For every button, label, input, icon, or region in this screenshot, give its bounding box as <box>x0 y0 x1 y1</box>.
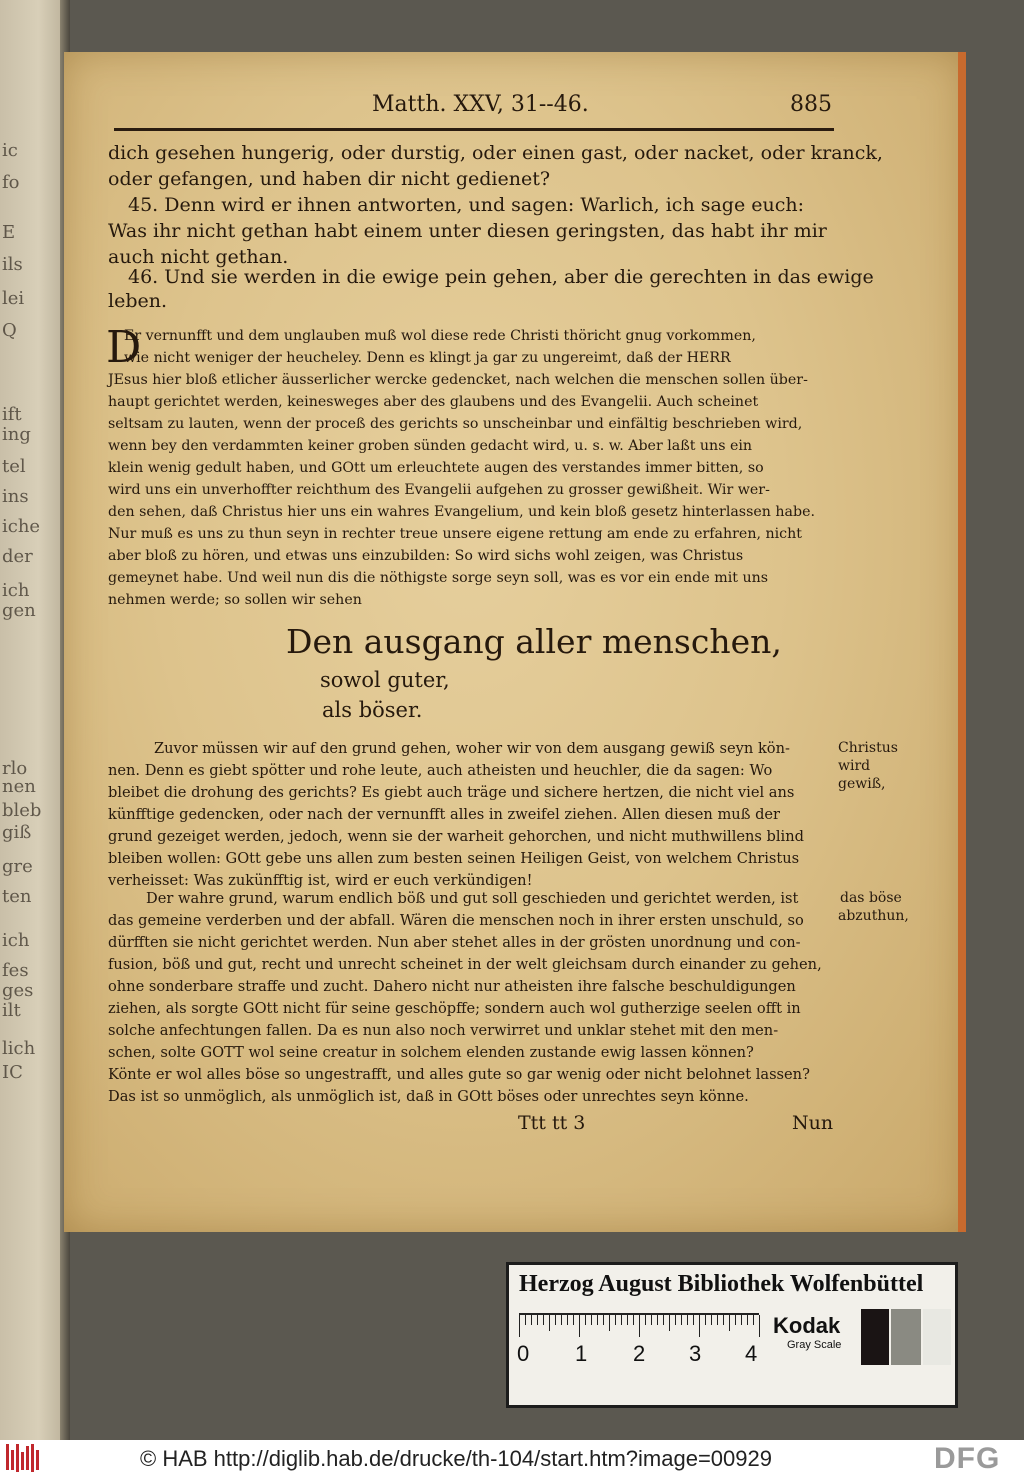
gray-scale-label: Gray Scale <box>787 1339 842 1351</box>
text-line: wenn bey den verdammten keiner groben sünden gedacht wird, u. s. w. Aber laßt uns ein <box>108 438 753 454</box>
ruler-tick <box>711 1315 712 1325</box>
text-line: bleibet die drohung des gerichts? Es giebt auch träge und sichere hertzen, die nicht viel ans <box>108 784 795 801</box>
prev-page-fragment: ins <box>2 486 29 507</box>
ruler-tick <box>609 1315 610 1331</box>
ruler-tick <box>687 1315 688 1325</box>
theme-title: Den ausgang aller menschen, <box>286 622 782 661</box>
ruler-tick <box>585 1315 586 1325</box>
ruler-tick <box>675 1315 676 1325</box>
hab-logo-icon <box>6 1444 46 1472</box>
text-line: wird uns ein unverhoffter reichthum des Evangelii aufgehen zu grosser gewißheit. Wir wer- <box>108 482 770 498</box>
ruler-tick <box>669 1315 670 1331</box>
text-line: bleiben wollen: GOtt gebe uns allen zum besten seinen Heiligen Geist, von welchem Christus <box>108 850 800 867</box>
prev-page-fragment: E <box>2 222 16 243</box>
margin-note: das böse <box>840 890 902 906</box>
prev-page-fragment: tel <box>2 456 26 477</box>
viewer-footer <box>0 1440 1024 1478</box>
signature-mark: Ttt tt 3 <box>518 1112 586 1134</box>
ruler-tick <box>645 1315 646 1325</box>
text-line: Der wahre grund, warum endlich böß und gut soll geschieden und gerichtet werden, ist <box>146 890 799 907</box>
prev-page-fragment: ich <box>2 580 30 601</box>
ruler-tick <box>681 1315 682 1325</box>
text-line: klein wenig gedult haben, und GOtt um erleuchtete augen des verstandes immer bitten, so <box>108 460 764 476</box>
ruler-tick <box>699 1315 700 1337</box>
ruler-tick <box>753 1315 754 1325</box>
text-line: aber bloß zu hören, und etwas uns einzubilden: So wird sichs wohl zeigen, was Christus <box>108 548 744 564</box>
text-line: haupt gerichtet werden, keinesweges aber des glaubens und des Evangelii. Auch scheinet <box>108 394 759 410</box>
ruler-tick <box>561 1315 562 1325</box>
ruler-tick <box>729 1315 730 1331</box>
text-line: Zuvor müssen wir auf den grund gehen, woher wir von dem ausgang gewiß seyn kön- <box>154 740 790 757</box>
ruler-tick <box>573 1315 574 1325</box>
prev-page-fragment: fo <box>2 172 20 193</box>
prev-page-fragment: ilt <box>2 1000 21 1021</box>
prev-page-fragment: giß <box>2 822 32 843</box>
text-line: gemeynet habe. Und weil nun dis die nöthigste sorge seyn soll, was es vor ein ende mit uns <box>108 570 769 586</box>
prev-page-fragment: ing <box>2 424 31 445</box>
ruler-tick <box>705 1315 706 1325</box>
copyright-link[interactable]: © HAB http://diglib.hab.de/drucke/th-104/start.htm?image=00929 <box>140 1446 772 1471</box>
prev-page-fragment: gre <box>2 856 33 877</box>
ruler-tick <box>759 1315 760 1337</box>
ruler-tick <box>717 1315 718 1325</box>
library-name: Herzog August Bibliothek Wolfenbüttel <box>519 1271 924 1297</box>
ruler-tick <box>663 1315 664 1325</box>
ruler-tick <box>555 1315 556 1325</box>
ruler-tick <box>597 1315 598 1325</box>
text-line: wie nicht weniger der heucheley. Denn es klingt ja gar zu ungereimt, daß der HERR <box>124 350 731 366</box>
text-line: fusion, böß und gut, recht und unrecht scheinet in der welt gleichsam durch einander zu gehen, <box>108 956 822 973</box>
theme-line-2: sowol guter, <box>320 668 450 692</box>
text-line: JEsus hier bloß etlicher äusserlicher wercke gedencket, nach welchen die menschen sollen über- <box>108 372 808 388</box>
text-line: nen. Denn es giebt spötter und rohe leute, auch atheisten und heuchler, die da sagen: Wo <box>108 762 773 779</box>
text-line: dürfften sie nicht gerichtet werden. Nun aber stehet alles in der grösten unordnung und con- <box>108 934 801 951</box>
ruler-number: 0 <box>517 1341 530 1366</box>
margin-note: abzuthun, <box>838 908 909 924</box>
prev-page-fragment: lich <box>2 1038 36 1059</box>
text-line: ohne sonderbare straffe und zucht. Dahero nicht nur atheisten ihre falsche beschuldigungen <box>108 978 796 995</box>
margin-note: gewiß, <box>838 776 886 792</box>
ruler-tick <box>747 1315 748 1325</box>
margin-note: wird <box>838 758 871 774</box>
gray-swatch-mid <box>891 1309 921 1365</box>
ruler-tick <box>579 1315 580 1337</box>
margin-note: Christus <box>838 740 898 756</box>
text-line: Er vernunfft und dem unglauben muß wol diese rede Christi thöricht gnug vorkommen, <box>124 328 756 344</box>
ruler-tick <box>735 1315 736 1325</box>
prev-page-fragment: rlo <box>2 758 28 779</box>
text-line: schen, solte GOTT wol seine creatur in solchem elenden zustande ewig lassen können? <box>108 1044 754 1061</box>
ruler-tick <box>657 1315 658 1325</box>
kodak-brand: Kodak <box>773 1313 841 1338</box>
header-rule <box>114 128 834 131</box>
ruler-tick <box>525 1315 526 1325</box>
ruler-tick <box>537 1315 538 1325</box>
prev-page-fragment: ges <box>2 980 34 1001</box>
verse-line: Was ihr nicht gethan habt einem unter diesen geringsten, das habt ihr mir <box>108 220 827 242</box>
catchword: Nun <box>792 1112 834 1134</box>
prev-page-fragment: nen <box>2 776 36 797</box>
prev-page-fragment: ils <box>2 254 23 275</box>
text-line: nehmen werde; so sollen wir sehen <box>108 592 362 608</box>
verse-line: auch nicht gethan. <box>108 246 289 268</box>
text-line: verheisset: Was zukünfftig ist, wird er euch verkündigen! <box>108 872 533 889</box>
prev-page-fragment: gen <box>2 600 36 621</box>
scan-calibration-label <box>506 1262 958 1408</box>
ruler-number: 3 <box>689 1341 702 1366</box>
prev-page-fragment: fes <box>2 960 29 981</box>
prev-page-fragment: IC <box>2 1062 23 1083</box>
ruler-tick <box>651 1315 652 1325</box>
ruler-number: 2 <box>633 1341 646 1366</box>
prev-page-fragment: bleb <box>2 800 42 821</box>
ruler-tick <box>519 1315 520 1337</box>
page-edge <box>958 52 966 1232</box>
verse-line: 45. Denn wird er ihnen antworten, und sagen: Warlich, ich sage euch: <box>128 194 805 216</box>
ruler-tick <box>723 1315 724 1325</box>
prev-page-fragment: Q <box>2 320 17 341</box>
prev-page-fragment: ten <box>2 886 32 907</box>
dfg-logo: DFG <box>934 1442 1001 1475</box>
page-number: 885 <box>790 92 832 117</box>
verse-line: 46. Und sie werden in die ewige pein gehen, aber die gerechten in das ewige <box>128 266 874 288</box>
ruler-tick <box>531 1315 532 1325</box>
running-head: Matth. XXV, 31--46. <box>372 92 589 117</box>
text-line: den sehen, daß Christus hier uns ein wahres Evangelium, und kein bloß gesetz hinterlassen habe. <box>108 504 815 520</box>
text-line: seltsam zu lauten, wenn der proceß des gerichts so unscheinbar und einfältig beschrieben wird, <box>108 416 803 432</box>
theme-line-3: als böser. <box>322 698 423 722</box>
text-line: grund gezeiget werden, jedoch, wenn sie der warheit gehorchen, und nicht muthwillens blind <box>108 828 804 845</box>
initial-letter: D <box>106 322 142 373</box>
ruler-tick <box>567 1315 568 1325</box>
prev-page-fragment: ic <box>2 140 18 161</box>
ruler-number: 1 <box>575 1341 588 1366</box>
verse-line: dich gesehen hungerig, oder durstig, oder einen gast, oder nacket, oder kranck, <box>108 142 883 164</box>
text-line: das gemeine verderben und der abfall. Wären die menschen noch in ihrer ersten unschuld, so <box>108 912 804 929</box>
prev-page-fragment: ich <box>2 930 30 951</box>
ruler-tick <box>693 1315 694 1325</box>
prev-page-fragment: ift <box>2 404 22 425</box>
ruler-tick <box>603 1315 604 1325</box>
verse-line: oder gefangen, und haben dir nicht gedienet? <box>108 168 551 190</box>
previous-page-edge <box>0 0 64 1440</box>
text-line: solche anfechtungen fallen. Da es nun also noch verwirret und unklar stehet mit den men- <box>108 1022 779 1039</box>
gray-swatch-light <box>923 1309 951 1365</box>
text-line: Nur muß es uns zu thun seyn in rechter treue unsere eigene rettung am ende zu erfahren, nicht <box>108 526 802 542</box>
text-line: Das ist so unmöglich, als unmöglich ist, daß in GOtt böses oder unrechtes seyn könne. <box>108 1088 749 1105</box>
text-line: künfftige gedencken, oder nach der vernunfft alles in zweifel ziehen. Allen diesen muß der <box>108 806 781 823</box>
ruler-tick <box>543 1315 544 1325</box>
ruler-tick <box>621 1315 622 1325</box>
ruler-number: 4 <box>745 1341 758 1366</box>
text-line: ziehen, als sorgte GOtt nicht für seine geschöpffe; sondern auch wol gutherzige seelen offt in <box>108 1000 801 1017</box>
ruler-tick <box>591 1315 592 1325</box>
ruler-tick <box>615 1315 616 1325</box>
gray-swatch-dark <box>861 1309 889 1365</box>
prev-page-fragment: iche <box>2 516 41 537</box>
text-line: Könte er wol alles böse so ungestrafft, und alles gute so gar wenig oder nicht belohnet lassen? <box>108 1066 810 1083</box>
ruler-tick <box>741 1315 742 1325</box>
ruler-tick <box>549 1315 550 1331</box>
ruler-tick <box>627 1315 628 1325</box>
verse-line: leben. <box>108 290 168 312</box>
prev-page-fragment: lei <box>2 288 25 309</box>
prev-page-fragment: der <box>2 546 33 567</box>
ruler-tick <box>639 1315 640 1337</box>
ruler-tick <box>633 1315 634 1325</box>
